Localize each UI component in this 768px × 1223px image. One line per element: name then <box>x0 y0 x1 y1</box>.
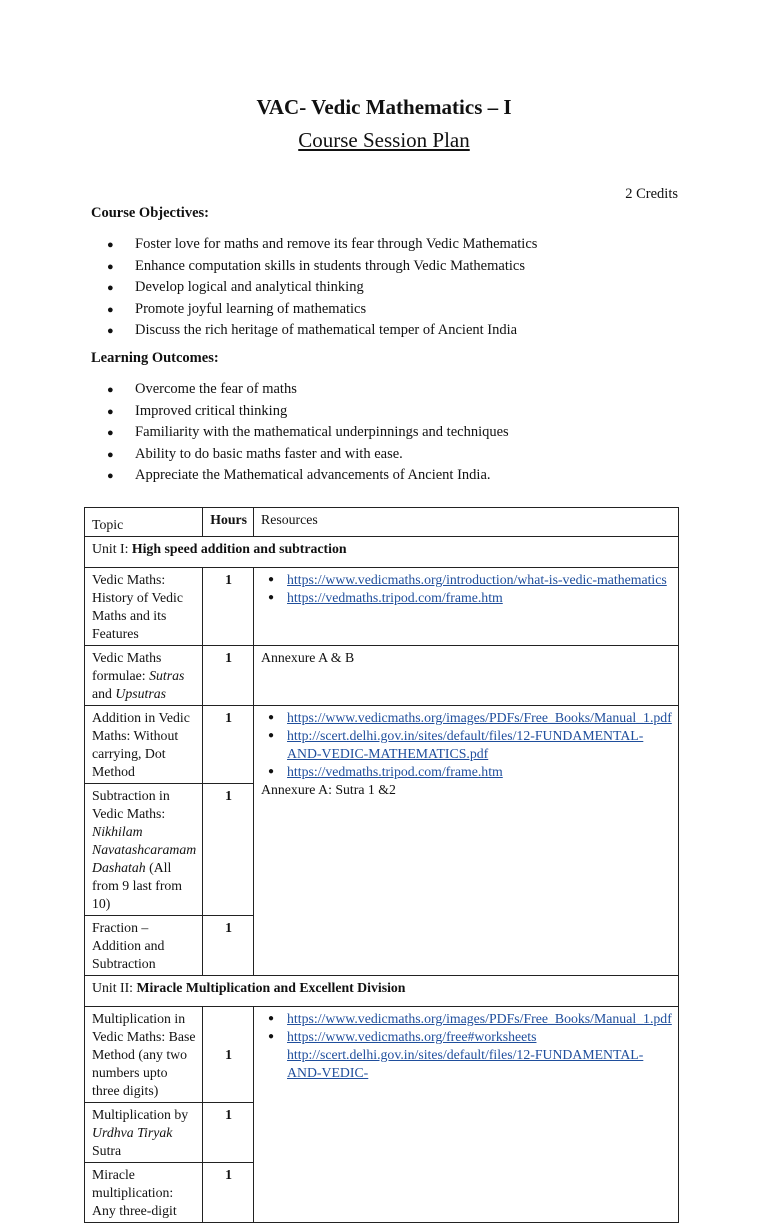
topic-cell: Fraction –Addition and Subtraction <box>85 916 203 976</box>
header-topic: Topic <box>85 508 203 537</box>
resource-link[interactable]: https://www.vedicmaths.org/images/PDFs/Free_Books/Manual_1.pdf <box>287 1011 672 1026</box>
hours-cell: 1 <box>203 1007 254 1103</box>
bullet-icon: ● <box>107 303 114 316</box>
resources-cell <box>254 568 679 646</box>
header-hours: Hours <box>203 508 254 537</box>
bullet-icon: ● <box>107 260 114 273</box>
topic-cell: Vedic Maths: History of Vedic Maths and its Features <box>85 568 203 646</box>
bullet-icon: ● <box>107 405 114 418</box>
bullet-icon: ● <box>268 1031 275 1042</box>
bullet-icon: ● <box>268 730 275 741</box>
resources-cell: Annexure A & B <box>254 646 679 706</box>
list-item <box>268 709 672 727</box>
resources-cell <box>254 1007 679 1223</box>
hours-cell: 1 <box>203 1103 254 1163</box>
topic-cell: Vedic Maths formulae: Sutras and Upsutras <box>85 646 203 706</box>
hours-cell: 1 <box>203 706 254 784</box>
list-item <box>268 1010 672 1028</box>
objectives-heading: Course Objectives: <box>91 205 209 221</box>
annexure-note: Annexure A: Sutra 1 &2 <box>261 782 396 797</box>
bullet-icon: ● <box>107 239 114 251</box>
table-header-row <box>85 508 679 537</box>
bullet-icon: ● <box>107 470 114 483</box>
topic-cell: Multiplication by Urdhva Tiryak Sutra <box>85 1103 203 1163</box>
bullet-icon: ● <box>268 766 275 777</box>
list-item: ● Familiarity with the mathematical underpinnings and techniques <box>107 422 509 444</box>
list-item <box>268 571 672 589</box>
session-plan-table <box>84 507 679 1223</box>
topic-cell: Multiplication in Vedic Maths: Base Method (any two numbers upto three digits) <box>85 1007 203 1103</box>
table-row <box>85 1007 679 1103</box>
bullet-icon: ● <box>107 325 114 338</box>
bullet-icon: ● <box>268 712 275 723</box>
hours-cell: 1 <box>203 916 254 976</box>
header-resources: Resources <box>254 508 679 537</box>
outcomes-list <box>107 379 509 487</box>
resources-cell <box>254 706 679 976</box>
list-item <box>268 763 672 781</box>
page-subtitle: Course Session Plan <box>298 128 470 152</box>
resource-link[interactable]: https://www.vedicmaths.org/images/PDFs/Free_Books/Manual_1.pdf <box>287 710 672 725</box>
bullet-icon: ● <box>268 1013 275 1024</box>
topic-cell: Miracle multiplication: Any three-digit <box>85 1163 203 1223</box>
list-item: ● Discuss the rich heritage of mathematical temper of Ancient India <box>107 320 537 342</box>
page-title: VAC- Vedic Mathematics – I <box>256 95 512 119</box>
bullet-icon: ● <box>107 448 114 461</box>
list-item: ● Overcome the fear of maths <box>107 379 509 401</box>
hours-cell: 1 <box>203 646 254 706</box>
list-item: ● Promote joyful learning of mathematics <box>107 299 537 321</box>
hours-cell: 1 <box>203 568 254 646</box>
list-item <box>268 589 672 607</box>
hours-cell: 1 <box>203 1163 254 1223</box>
bullet-icon: ● <box>107 384 114 396</box>
outcomes-heading: Learning Outcomes: <box>91 350 219 366</box>
list-item: ● Improved critical thinking <box>107 401 509 423</box>
bullet-icon: ● <box>107 427 114 440</box>
list-item: ● Develop logical and analytical thinking <box>107 277 537 299</box>
unit-row <box>85 976 679 1007</box>
unit-row <box>85 537 679 568</box>
resource-link[interactable]: https://vedmaths.tripod.com/frame.htm <box>287 590 503 605</box>
list-item <box>268 727 672 763</box>
unit-2-heading: Unit II: Miracle Multiplication and Excellent Division <box>85 976 679 1007</box>
hours-cell: 1 <box>203 784 254 916</box>
list-item: ● Appreciate the Mathematical advancements of Ancient India. <box>107 465 509 487</box>
bullet-icon: ● <box>268 592 275 603</box>
topic-cell: Subtraction in Vedic Maths: Nikhilam Navatashcaramam Dashatah (All from 9 last from 10) <box>85 784 203 916</box>
resource-link[interactable]: https://vedmaths.tripod.com/frame.htm <box>287 764 503 779</box>
resource-link[interactable]: http://scert.delhi.gov.in/sites/default/files/12-FUNDAMENTAL-AND-VEDIC-MATHEMATICS.pdf <box>287 728 644 761</box>
unit-1-heading: Unit I: High speed addition and subtraction <box>85 537 679 568</box>
list-item <box>268 1028 672 1046</box>
bullet-icon: ● <box>107 282 114 295</box>
topic-cell: Addition in Vedic Maths: Without carrying, Dot Method <box>85 706 203 784</box>
table-row <box>85 568 679 646</box>
table-row <box>85 646 679 706</box>
list-item: ● Enhance computation skills in students through Vedic Mathematics <box>107 256 537 278</box>
bullet-icon: ● <box>268 574 275 585</box>
credits-label: 2 Credits <box>625 186 678 202</box>
objectives-list <box>107 234 537 342</box>
resource-link[interactable]: https://www.vedicmaths.org/free#worksheets <box>287 1029 537 1044</box>
table-row <box>85 706 679 784</box>
list-item: ● Foster love for maths and remove its fear through Vedic Mathematics <box>107 234 537 256</box>
resource-link[interactable]: https://www.vedicmaths.org/introduction/what-is-vedic-mathematics <box>287 572 667 587</box>
list-item: ● Ability to do basic maths faster and with ease. <box>107 444 509 466</box>
resource-link[interactable]: http://scert.delhi.gov.in/sites/default/files/12-FUNDAMENTAL-AND-VEDIC- <box>287 1047 644 1080</box>
